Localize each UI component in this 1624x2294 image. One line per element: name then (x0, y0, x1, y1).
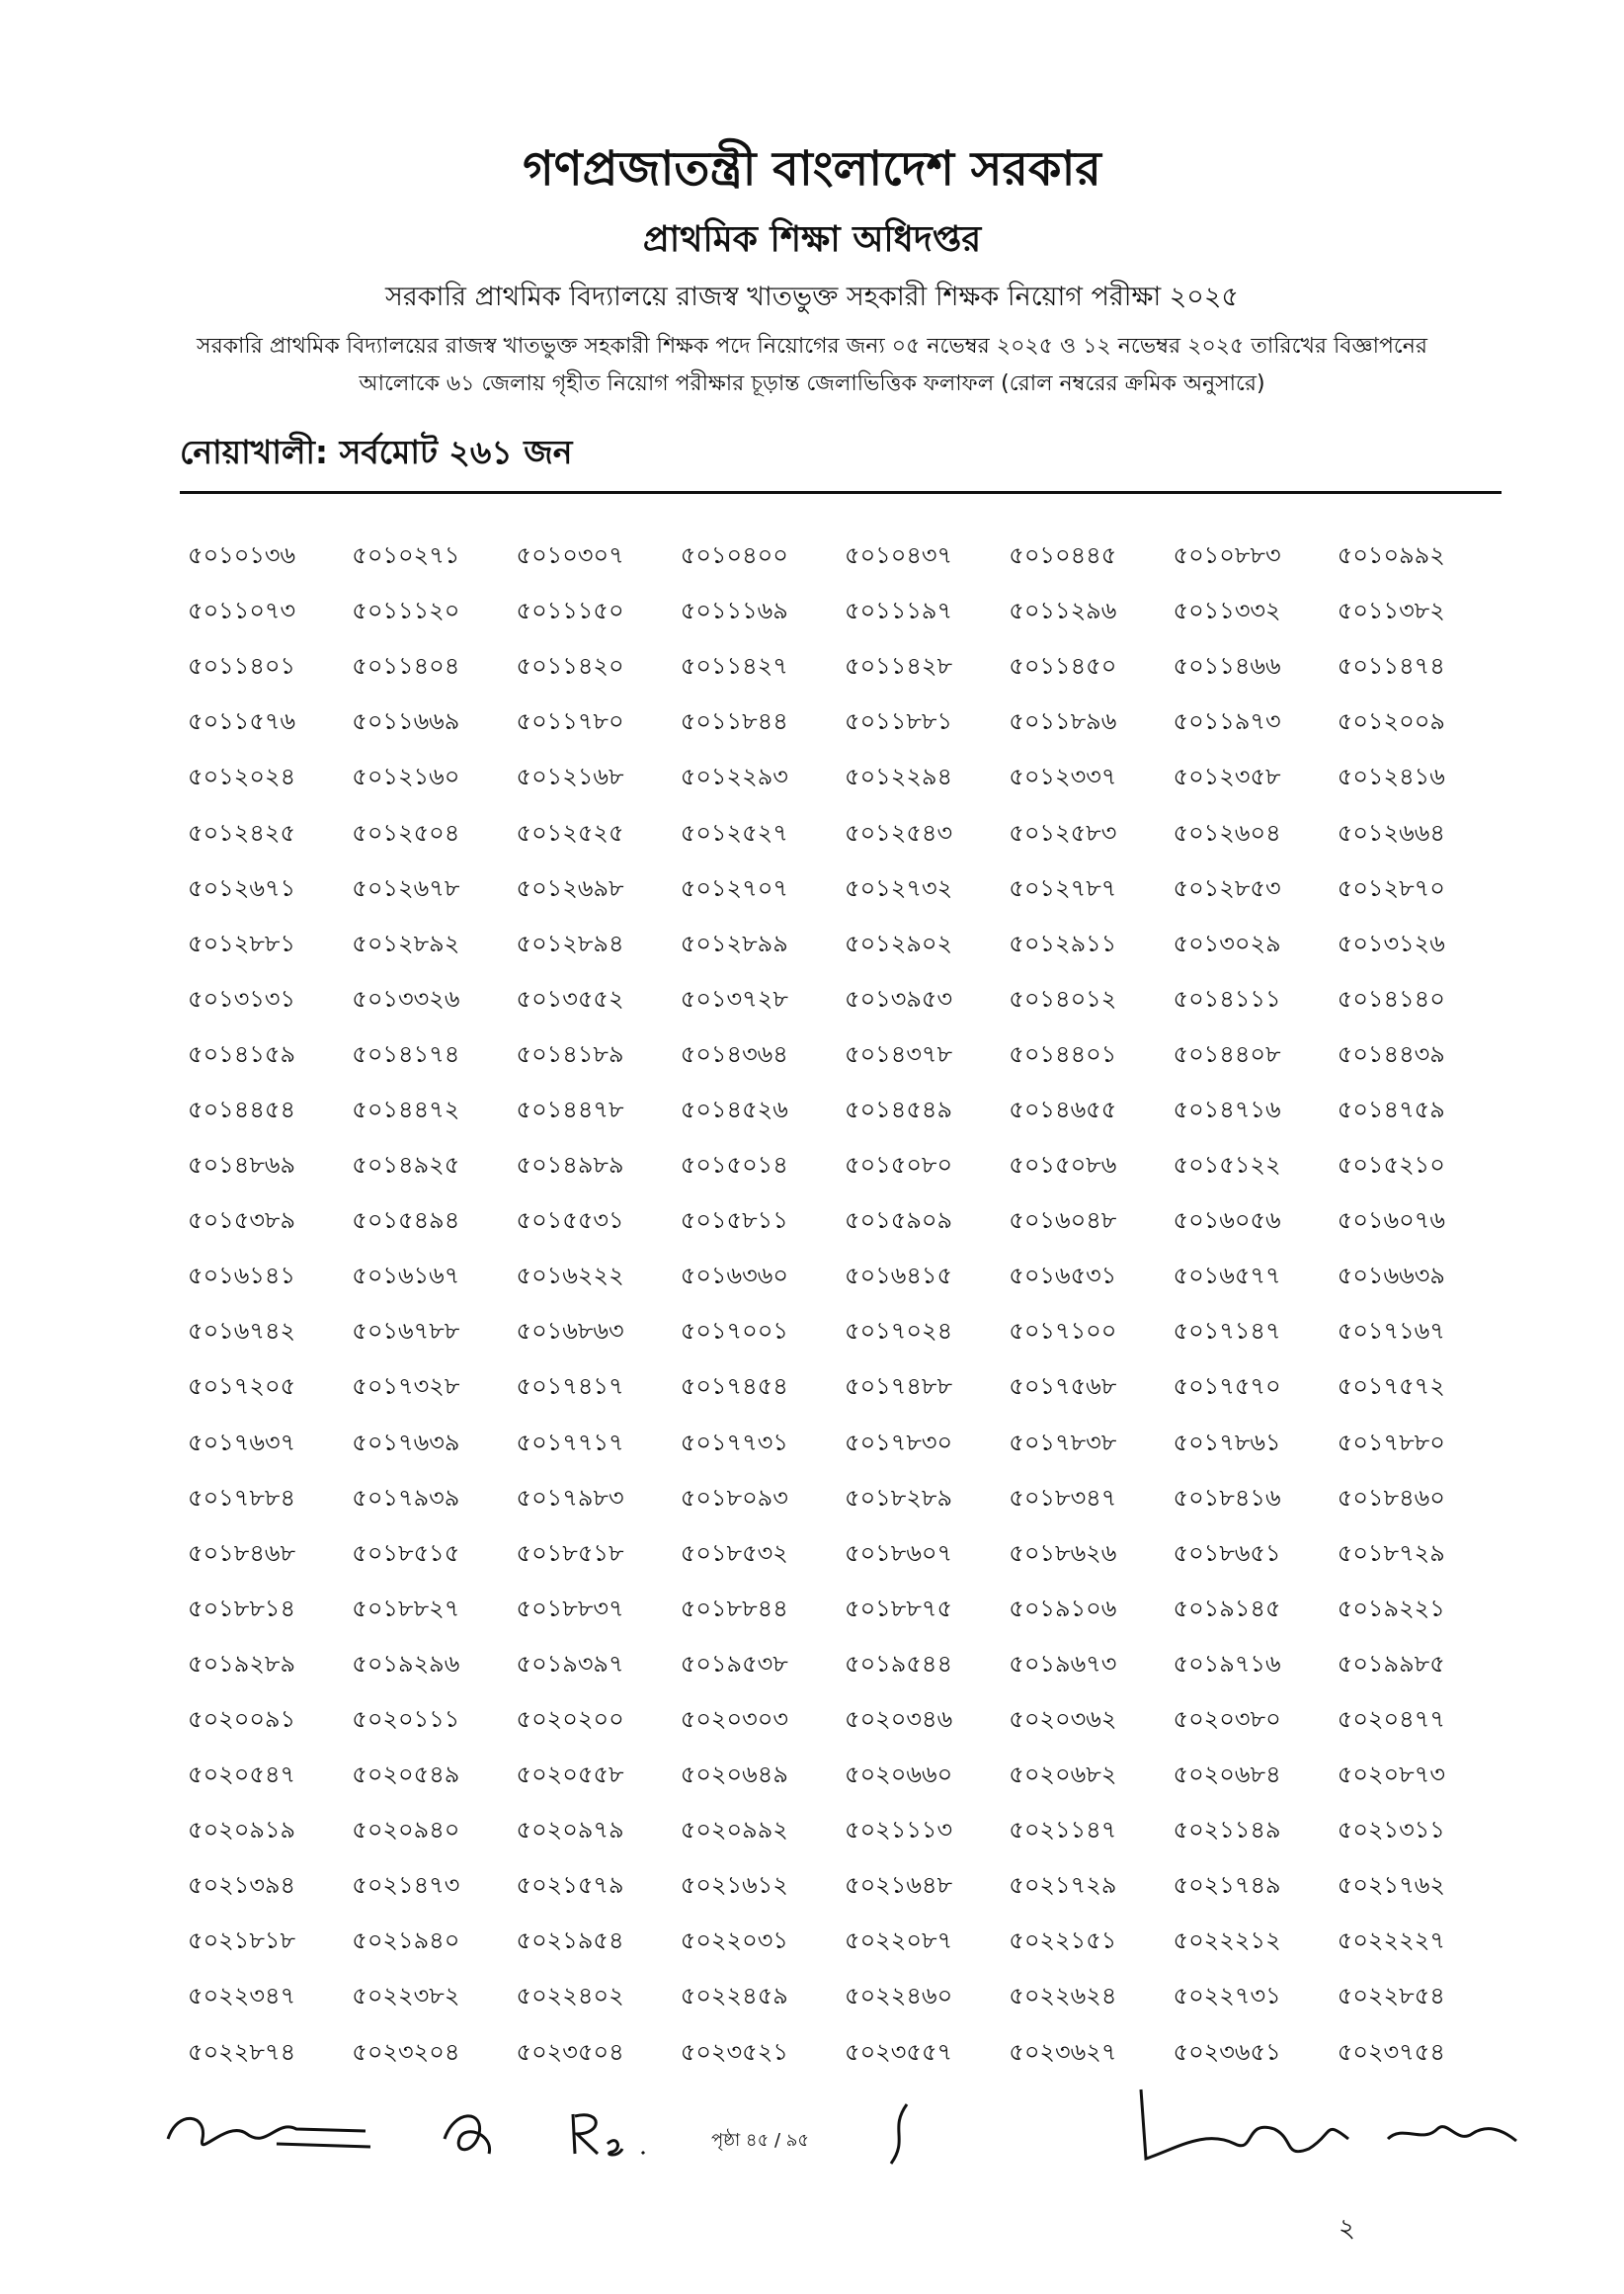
roll-number: ৫০১৯১০৬ (1009, 1594, 1117, 1622)
roll-number: ৫০১০৩০৭ (516, 541, 624, 570)
roll-number: ৫০১৭৮৬১ (1173, 1428, 1281, 1456)
roll-number: ৫০১৯১৪৫ (1173, 1594, 1281, 1622)
roll-number: ৫০১৪৯৮৯ (516, 1151, 624, 1180)
roll-row (188, 640, 1502, 696)
roll-number: ৫০১২৬৬৪ (1337, 818, 1445, 847)
roll-number: ৫০১১৫৭৬ (188, 707, 296, 736)
roll-number: ৫০২২২১২ (1173, 1926, 1281, 1955)
roll-number: ৫০১২৭৮৭ (1009, 873, 1117, 902)
handwritten-note: ২ (1339, 2214, 1355, 2244)
roll-row (188, 806, 1502, 861)
roll-number: ৫০১৪৫৪৯ (845, 1095, 953, 1123)
roll-number: ৫০২০৮৭৩ (1337, 1761, 1445, 1789)
roll-number: ৫০১২২৯৪ (845, 763, 953, 791)
roll-number: ৫০১২০০৯ (1337, 707, 1445, 736)
roll-number: ৫০১৭১৪৭ (1173, 1317, 1281, 1346)
roll-number: ৫০১৯৩৯৭ (516, 1649, 624, 1678)
roll-row (188, 1360, 1502, 1416)
roll-number: ৫০১৬১৬৭ (352, 1262, 460, 1290)
roll-number: ৫০১৩৭২৮ (680, 984, 788, 1013)
roll-number: ৫০১৭২০৫ (188, 1372, 296, 1401)
roll-number: ৫০১৭৪৮৮ (845, 1372, 953, 1401)
roll-number: ৫০১২৮৭০ (1337, 873, 1445, 902)
roll-number: ৫০২৩৬৫১ (1173, 2037, 1281, 2066)
roll-number: ৫০২২৮৫৪ (1337, 1982, 1445, 2010)
roll-number: ৫০১১৭৮০ (516, 707, 624, 736)
roll-number: ৫০১৪৭৫৯ (1337, 1095, 1445, 1123)
roll-number: ৫০১৮৮৭৫ (845, 1594, 953, 1622)
roll-number: ৫০১২৯১১ (1009, 929, 1117, 957)
roll-number: ৫০২১৬৪৮ (845, 1871, 953, 1900)
roll-number: ৫০১৭৮৩০ (845, 1428, 953, 1456)
roll-row (188, 1859, 1502, 1915)
roll-number: ৫০১৮৭২৯ (1337, 1538, 1445, 1567)
roll-number: ৫০১২৫৮৩ (1009, 818, 1117, 847)
roll-number: ৫০২১৭৪৯ (1173, 1871, 1281, 1900)
roll-number: ৫০২০৯১৯ (188, 1816, 296, 1844)
roll-number: ৫০১৪৩৭৮ (845, 1039, 953, 1068)
roll-number: ৫০১১৪২৭ (680, 652, 788, 681)
roll-number: ৫০১৮৬৫১ (1173, 1538, 1281, 1567)
roll-number: ৫০২২৮৭৪ (188, 2037, 296, 2066)
roll-number: ৫০২২৪০২ (516, 1982, 624, 2010)
roll-row (188, 1305, 1502, 1360)
roll-number: ৫০২২৪৬০ (845, 1982, 953, 2010)
roll-number: ৫০১২৫৪৩ (845, 818, 953, 847)
roll-number: ৫০১৮৪৬০ (1337, 1483, 1445, 1512)
roll-number: ৫০১৭০২৪ (845, 1317, 953, 1346)
roll-number: ৫০১৬৮৬৩ (516, 1317, 624, 1346)
roll-number: ৫০১৬৬৩৯ (1337, 1262, 1445, 1290)
roll-number: ৫০১৩৯৫৩ (845, 984, 953, 1013)
roll-number: ৫০১৪৯২৫ (352, 1151, 460, 1180)
roll-number: ৫০১১৮৪৪ (680, 707, 788, 736)
roll-number: ৫০১২৫২৫ (516, 818, 624, 847)
department-title: প্রাথমিক শিক্ষা অধিদপ্তর (642, 219, 982, 260)
roll-number: ৫০১৫০১৪ (680, 1151, 788, 1180)
roll-number: ৫০১২৪১৬ (1337, 763, 1445, 791)
roll-number: ৫০১৭৮৩৮ (1009, 1428, 1117, 1456)
roll-row (188, 751, 1502, 806)
roll-number: ৫০১৪৪০৮ (1173, 1039, 1281, 1068)
roll-number: ৫০১৪১৪০ (1337, 984, 1445, 1013)
roll-number: ৫০১৯৫৪৪ (845, 1649, 953, 1678)
roll-number: ৫০১৫৩৮৯ (188, 1206, 296, 1235)
roll-number: ৫০১৭০০১ (680, 1317, 788, 1346)
roll-number: ৫০২২৩৮২ (352, 1982, 460, 2010)
roll-number: ৫০১৬০৫৬ (1173, 1206, 1281, 1235)
roll-number: ৫০২২১৫১ (1009, 1926, 1117, 1955)
roll-number: ৫০১৩১২৬ (1337, 929, 1445, 957)
roll-number: ৫০২০৪৭৭ (1337, 1705, 1445, 1734)
roll-number: ৫০১৭৩২৮ (352, 1372, 460, 1401)
roll-row (188, 918, 1502, 973)
roll-number: ৫০২২৪৫৯ (680, 1982, 788, 2010)
roll-number: ৫০১২৮৯৪ (516, 929, 624, 957)
roll-number: ৫০২১৯৫৪ (516, 1926, 624, 1955)
roll-number: ৫০১০৮৮৩ (1173, 541, 1281, 570)
roll-number: ৫০১১১৬৯ (680, 597, 788, 625)
roll-number: ৫০২১৫৭৯ (516, 1871, 624, 1900)
roll-number: ৫০২০৩০৩ (680, 1705, 788, 1734)
roll-row (188, 1749, 1502, 1804)
roll-number: ৫০২১৭২৯ (1009, 1871, 1117, 1900)
page-number: পৃষ্ঠা ৪৫ / ৯৫ (711, 2130, 810, 2151)
roll-number: ৫০২৩৫৫৭ (845, 2037, 953, 2066)
roll-number: ৫০২০৫৫৮ (516, 1761, 624, 1789)
roll-number: ৫০১২৯০২ (845, 929, 953, 957)
roll-row (188, 585, 1502, 640)
roll-number: ৫০১২৮৯৯ (680, 929, 788, 957)
roll-number: ৫০১৪৭১৬ (1173, 1095, 1281, 1123)
roll-number: ৫০১৮৪৬৮ (188, 1538, 296, 1567)
roll-number: ৫০১৫৪৯৪ (352, 1206, 460, 1235)
roll-number: ৫০১২৫০৪ (352, 818, 460, 847)
signature-1 (158, 2089, 375, 2169)
roll-number-grid (188, 530, 1502, 2082)
roll-number: ৫০১৪৬৫৫ (1009, 1095, 1117, 1123)
roll-number: ৫০২০৩৮০ (1173, 1705, 1281, 1734)
roll-number: ৫০১২০২৪ (188, 763, 296, 791)
roll-number: ৫০২১৬১২ (680, 1871, 788, 1900)
roll-number: ৫০১৭৫৭২ (1337, 1372, 1445, 1401)
roll-number: ৫০২১১৪৭ (1009, 1816, 1117, 1844)
roll-number: ৫০২২৬২৪ (1009, 1982, 1117, 2010)
roll-row (188, 530, 1502, 585)
roll-number: ৫০১৪৪৭৮ (516, 1095, 624, 1123)
roll-number: ৫০১৭৬৩৭ (188, 1428, 296, 1456)
roll-row (188, 1583, 1502, 1638)
roll-number: ৫০১২৪২৫ (188, 818, 296, 847)
roll-number: ৫০১৫৮১১ (680, 1206, 788, 1235)
heading-divider (180, 491, 1502, 494)
roll-number: ৫০২২২২৭ (1337, 1926, 1445, 1955)
roll-number: ৫০১২১৬৮ (516, 763, 624, 791)
roll-number: ৫০১৯২৮৯ (188, 1649, 296, 1678)
roll-number: ৫০২২৩৪৭ (188, 1982, 296, 2010)
roll-number: ৫০১২৮৫৩ (1173, 873, 1281, 902)
roll-number: ৫০১৮৪১৬ (1173, 1483, 1281, 1512)
roll-number: ৫০১৮৮২৭ (352, 1594, 460, 1622)
roll-number: ৫০১১৪০১ (188, 652, 296, 681)
roll-number: ৫০২২০৮৭ (845, 1926, 953, 1955)
roll-number: ৫০১২৬৯৮ (516, 873, 624, 902)
roll-number: ৫০১৯২৯৬ (352, 1649, 460, 1678)
roll-number: ৫০১৫২১০ (1337, 1151, 1445, 1180)
signature-3 (563, 2104, 652, 2164)
roll-number: ৫০১৯৯৮৫ (1337, 1649, 1445, 1678)
roll-number: ৫০২১৪৭৩ (352, 1871, 460, 1900)
roll-number: ৫০১৪১১১ (1173, 984, 1281, 1013)
roll-number: ৫০১৮০৯৩ (680, 1483, 788, 1512)
roll-number: ৫০১৭৯৮৩ (516, 1483, 624, 1512)
roll-number: ৫০১৪১৮৯ (516, 1039, 624, 1068)
roll-number: ৫০১১৮৮১ (845, 707, 953, 736)
roll-number: ৫০১৬৫৭৭ (1173, 1262, 1281, 1290)
roll-row (188, 862, 1502, 918)
roll-row (188, 1139, 1502, 1194)
roll-number: ৫০১০৯৯২ (1337, 541, 1445, 570)
roll-number: ৫০১১৪২০ (516, 652, 624, 681)
roll-number: ৫০১১৮৯৬ (1009, 707, 1117, 736)
roll-number: ৫০১৭৯৩৯ (352, 1483, 460, 1512)
roll-number: ৫০২১৩১১ (1337, 1816, 1445, 1844)
roll-number: ৫০১৭৫৭০ (1173, 1372, 1281, 1401)
roll-number: ৫০১২৩৫৮ (1173, 763, 1281, 791)
roll-number: ৫০১৭৪১৭ (516, 1372, 624, 1401)
roll-row (188, 1028, 1502, 1084)
roll-number: ৫০১৯৬৭৩ (1009, 1649, 1117, 1678)
roll-number: ৫০১০৪৩৭ (845, 541, 953, 570)
roll-row (188, 1804, 1502, 1859)
roll-number: ৫০২১১১৩ (845, 1816, 953, 1844)
result-description (0, 328, 1624, 403)
roll-row (188, 1194, 1502, 1250)
roll-row (188, 1638, 1502, 1693)
roll-number: ৫০১৫১২২ (1173, 1151, 1281, 1180)
roll-number: ৫০১২৬০৪ (1173, 818, 1281, 847)
roll-number: ৫০২০৫৪৭ (188, 1761, 296, 1789)
roll-number: ৫০১৪৪৩৯ (1337, 1039, 1445, 1068)
roll-number: ৫০২০৩৪৬ (845, 1705, 953, 1734)
roll-number: ৫০১৬২২২ (516, 1262, 624, 1290)
roll-number: ৫০১১২৯৬ (1009, 597, 1117, 625)
roll-number: ৫০১৯৫৩৮ (680, 1649, 788, 1678)
roll-number: ৫০১৪৩৬৪ (680, 1039, 788, 1068)
roll-number: ৫০১১৪৬৬ (1173, 652, 1281, 681)
roll-number: ৫০১৭৬৩৯ (352, 1428, 460, 1456)
roll-number: ৫০১৮৫৩২ (680, 1538, 788, 1567)
roll-number: ৫০১৩১৩১ (188, 984, 296, 1013)
roll-number: ৫০১১১৯৭ (845, 597, 953, 625)
roll-number: ৫০২৩৫০৪ (516, 2037, 624, 2066)
roll-number: ৫০১৪৮৬৯ (188, 1151, 296, 1180)
roll-number: ৫০১৪০১২ (1009, 984, 1117, 1013)
roll-number: ৫০১৬৪১৫ (845, 1262, 953, 1290)
roll-number: ৫০১১১২০ (352, 597, 460, 625)
roll-number: ৫০১৮৫১৮ (516, 1538, 624, 1567)
roll-number: ৫০১২৩৩৭ (1009, 763, 1117, 791)
roll-number: ৫০১৪১৫৯ (188, 1039, 296, 1068)
roll-row (188, 973, 1502, 1028)
roll-number: ৫০১৩৫৫২ (516, 984, 624, 1013)
roll-number: ৫০১২৭০৭ (680, 873, 788, 902)
roll-number: ৫০২০৯৪০ (352, 1816, 460, 1844)
roll-number: ৫০২০৩৬২ (1009, 1705, 1117, 1734)
roll-number: ৫০১১১৫০ (516, 597, 624, 625)
roll-row (188, 1527, 1502, 1583)
roll-number: ৫০১৩৩২৬ (352, 984, 460, 1013)
exam-title: সরকারি প্রাথমিক বিদ্যালয়ে রাজস্ব খাতভুক্ত সহকারী শিক্ষক নিয়োগ পরীক্ষা ২০২৫ (385, 282, 1239, 312)
signature-5 (1136, 2070, 1531, 2178)
roll-row (188, 1915, 1502, 1970)
roll-number: ৫০১০৪০০ (680, 541, 788, 570)
roll-number: ৫০১২২৯৩ (680, 763, 788, 791)
result-description-line-1: সরকারি প্রাথমিক বিদ্যালয়ের রাজস্ব খাতভুক্ত সহকারী শিক্ষক পদে নিয়োগের জন্য ০৫ নভেম্বর ২০২৫ ও ১২ নভেম্বর ২০২৫ তারিখের বিজ্ঞাপনের (197, 334, 1427, 359)
roll-number: ৫০২০৬৪৯ (680, 1761, 788, 1789)
roll-number: ৫০১১০৭৩ (188, 597, 296, 625)
roll-number: ৫০১১৪৭৪ (1337, 652, 1445, 681)
roll-number: ৫০১৫০৮৬ (1009, 1151, 1117, 1180)
roll-number: ৫০১০৪৪৫ (1009, 541, 1117, 570)
roll-number: ৫০১৮৬২৬ (1009, 1538, 1117, 1567)
signature-2 (435, 2099, 504, 2169)
roll-number: ৫০১৬০৭৬ (1337, 1206, 1445, 1235)
roll-number: ৫০১৫০৮০ (845, 1151, 953, 1180)
roll-number: ৫০১৮৫১৫ (352, 1538, 460, 1567)
roll-number: ৫০২১১৪৯ (1173, 1816, 1281, 1844)
roll-number: ৫০১২১৬০ (352, 763, 460, 791)
district-total-heading: নোয়াখালী: সর্বমোট ২৬১ জন (180, 433, 573, 471)
roll-number: ৫০১৮৮৪৪ (680, 1594, 788, 1622)
signature-4 (879, 2099, 919, 2169)
roll-number: ৫০১৭৫৬৮ (1009, 1372, 1117, 1401)
roll-number: ৫০১০১৩৬ (188, 541, 296, 570)
roll-number: ৫০২৩৫২১ (680, 2037, 788, 2066)
roll-number: ৫০১১৯৭৩ (1173, 707, 1281, 736)
page-title: গণপ্রজাতন্ত্রী বাংলাদেশ সরকার (523, 141, 1101, 197)
roll-number: ৫০১৯৭১৬ (1173, 1649, 1281, 1678)
roll-number: ৫০১৩০২৯ (1173, 929, 1281, 957)
roll-number: ৫০১৪৪০১ (1009, 1039, 1117, 1068)
roll-row (188, 696, 1502, 751)
roll-number: ৫০২০৯৯২ (680, 1816, 788, 1844)
roll-number: ৫০২২০৩১ (680, 1926, 788, 1955)
roll-number: ৫০২৩৭৫৪ (1337, 2037, 1445, 2066)
roll-number: ৫০১৬৫৩১ (1009, 1262, 1117, 1290)
roll-number: ৫০১৬১৪১ (188, 1262, 296, 1290)
roll-number: ৫০২১৯৪০ (352, 1926, 460, 1955)
roll-row (188, 1693, 1502, 1749)
roll-number: ৫০১১৪২৮ (845, 652, 953, 681)
roll-row (188, 1417, 1502, 1472)
roll-number: ৫০১৪৪৭২ (352, 1095, 460, 1123)
roll-number: ৫০২১৮১৮ (188, 1926, 296, 1955)
roll-row (188, 1472, 1502, 1527)
roll-number: ৫০২২৭৩১ (1173, 1982, 1281, 2010)
roll-number: ৫০২০০৯১ (188, 1705, 296, 1734)
roll-number: ৫০১১৩৩২ (1173, 597, 1281, 625)
roll-number: ৫০২০১১১ (352, 1705, 460, 1734)
roll-number: ৫০১২৭৩২ (845, 873, 953, 902)
roll-number: ৫০১২৬৭৮ (352, 873, 460, 902)
roll-number: ৫০১৮৮৩৭ (516, 1594, 624, 1622)
roll-row (188, 1250, 1502, 1305)
roll-number: ৫০১৭৭৩১ (680, 1428, 788, 1456)
roll-number: ৫০১৮২৮৯ (845, 1483, 953, 1512)
roll-number: ৫০১২৮৯২ (352, 929, 460, 957)
roll-number: ৫০১১৪০৪ (352, 652, 460, 681)
roll-number: ৫০২০৬৬০ (845, 1761, 953, 1789)
roll-number: ৫০২০৯৭৯ (516, 1816, 624, 1844)
roll-number: ৫০১২৬৭১ (188, 873, 296, 902)
roll-number: ৫০১৪১৭৪ (352, 1039, 460, 1068)
roll-number: ৫০২০৬৮৪ (1173, 1761, 1281, 1789)
roll-number: ৫০১০২৭১ (352, 541, 460, 570)
roll-number: ৫০২০৬৮২ (1009, 1761, 1117, 1789)
roll-number: ৫০১৪৪৫৪ (188, 1095, 296, 1123)
roll-number: ৫০১৬৭৮৮ (352, 1317, 460, 1346)
roll-number: ৫০১১৪৫০ (1009, 652, 1117, 681)
roll-number: ৫০১৬৩৬০ (680, 1262, 788, 1290)
roll-number: ৫০১৯২২১ (1337, 1594, 1445, 1622)
roll-number: ৫০১৬০৪৮ (1009, 1206, 1117, 1235)
roll-number: ৫০১১৩৮২ (1337, 597, 1445, 625)
result-description-line-2: আলোকে ৬১ জেলায় গৃহীত নিয়োগ পরীক্ষার চূড়ান্ত জেলাভিত্তিক ফলাফল (রোল নম্বরের ক্রমিক অনুসারে) (359, 371, 1265, 396)
roll-number: ৫০১২৮৮১ (188, 929, 296, 957)
roll-number: ৫০২১৩৯৪ (188, 1871, 296, 1900)
roll-number: ৫০১৭৮৮৪ (188, 1483, 296, 1512)
roll-number: ৫০১৫৯০৯ (845, 1206, 953, 1235)
roll-number: ৫০২১৭৬২ (1337, 1871, 1445, 1900)
roll-number: ৫০১১৬৬৯ (352, 707, 460, 736)
roll-number: ৫০২০৫৪৯ (352, 1761, 460, 1789)
roll-number: ৫০১৪৫২৬ (680, 1095, 788, 1123)
roll-number: ৫০১৫৫৩১ (516, 1206, 624, 1235)
roll-row (188, 1084, 1502, 1139)
roll-number: ৫০১৭১০০ (1009, 1317, 1117, 1346)
roll-number: ৫০২৩৬২৭ (1009, 2037, 1117, 2066)
roll-number: ৫০১২৫২৭ (680, 818, 788, 847)
roll-number: ৫০২৩২০৪ (352, 2037, 460, 2066)
roll-number: ৫০১৭৮৮০ (1337, 1428, 1445, 1456)
roll-number: ৫০১৮৮১৪ (188, 1594, 296, 1622)
roll-number: ৫০১৭৭১৭ (516, 1428, 624, 1456)
roll-number: ৫০১৭৪৫৪ (680, 1372, 788, 1401)
roll-number: ৫০১৮৩৪৭ (1009, 1483, 1117, 1512)
roll-number: ৫০১৭১৬৭ (1337, 1317, 1445, 1346)
roll-number: ৫০১৬৭৪২ (188, 1317, 296, 1346)
roll-row (188, 1970, 1502, 2025)
roll-number: ৫০২০২০০ (516, 1705, 624, 1734)
roll-number: ৫০১৮৬০৭ (845, 1538, 953, 1567)
